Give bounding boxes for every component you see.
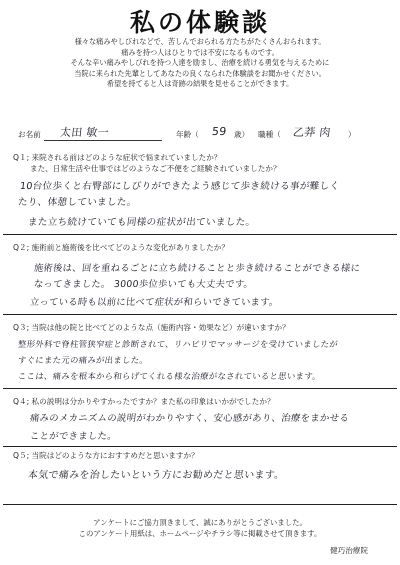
answer-3-line: すぐにまた元の痛みが出ました。 bbox=[17, 355, 149, 365]
section-divider bbox=[3, 388, 397, 389]
answer-3-line: ここは、痛みを根本から和らげてくれる様な治療がなされていると思います。 bbox=[17, 371, 322, 381]
clinic-name: 健巧治療院 bbox=[330, 546, 368, 555]
job-label: 職種（ bbox=[258, 130, 281, 139]
age-label: 年齢（ bbox=[176, 130, 199, 139]
answer-5-line: 本気で痛みを治したいという方にお勧めだと思います。 bbox=[27, 470, 286, 481]
intro-line: 様々な痛みやしびれなどで、苦しんでおられる方たちがたくさんおられます。 bbox=[74, 37, 326, 46]
question-5 bbox=[13, 450, 199, 461]
footer-line: アンケートにご協力頂きまして、誠にありがとうございました。 bbox=[93, 518, 307, 527]
answer-3-line: 整形外科で脊柱管狭窄症と診断されて、リハビリでマッサージを受けていましたが bbox=[17, 339, 339, 349]
question-line: Q３; 当院は他の院と比べてどのような点（施術内容・効果など）が違いますか？ bbox=[13, 323, 290, 332]
question-line: Q５; 当院はどのような方におすすめだと思いますか？ bbox=[13, 451, 199, 460]
intro-line: 希望を持てると人は奇跡の結果を見せることができます。 bbox=[106, 79, 294, 89]
question-line: Q２; 施術前と施術後を比べてどのような変化がありましたか？ bbox=[13, 243, 229, 252]
section-divider bbox=[3, 446, 397, 447]
respondent-info bbox=[8, 118, 392, 144]
name-value: 太田 敏一 bbox=[59, 126, 110, 139]
answer-1-line: また立ち続けていても同様の症状が出ていました。 bbox=[27, 217, 256, 228]
answer-4-line: ことができました。 bbox=[29, 431, 118, 442]
job-value: 乙莽 肉 bbox=[292, 126, 332, 139]
section-divider bbox=[3, 314, 397, 315]
answer-2-line: なってきました。 3000歩位歩いても大丈夫です。 bbox=[33, 279, 254, 290]
page-title: 私の体験談 bbox=[129, 8, 270, 37]
question-line: Q１; 来院される前はどのような症状で悩まれていましたか？ bbox=[13, 153, 222, 162]
intro-line: そんな辛い痛みやしびれを持つ人達を励まし、治療を続ける勇気を与えるために bbox=[70, 58, 330, 68]
intro-text bbox=[0, 37, 400, 90]
age-unit: 歳） bbox=[234, 130, 250, 139]
footer-note bbox=[0, 518, 400, 539]
question-1 bbox=[13, 152, 281, 174]
question-line: また、日常生活や仕事ではどのようなご不便をご経験されていましたか？ bbox=[30, 164, 281, 173]
age-value: 59 bbox=[211, 125, 228, 138]
intro-line: 痛みを持つ人はひとりでは不安になるものです。 bbox=[121, 47, 279, 57]
name-underline bbox=[44, 140, 162, 141]
answer-2-line: 立っている時も以前に比べて症状が和らいできています。 bbox=[29, 297, 280, 308]
intro-line: 当院に来られた先輩としてあなたの良くなられた体験談をお聞かせください。 bbox=[74, 68, 326, 78]
question-line: Q４; 私の説明は分かりやすかったですか？また私の印象はいかがでしたか？ bbox=[13, 397, 275, 406]
answer-1-line: たり、体憩していました。 bbox=[17, 197, 138, 208]
question-3 bbox=[13, 322, 290, 333]
answer-2-line: 施術後は、回を重ねるごとに立ち続けることと歩き続けることができる様に bbox=[33, 263, 361, 274]
footer-line: このアンケート用紙は、ホームページやチラシ等に掲載させて頂きます。 bbox=[78, 528, 322, 538]
answer-1-line: 10台位歩くと右臀部にしびりができたよう感じて歩き続ける事が難しく bbox=[19, 181, 340, 192]
section-divider bbox=[3, 504, 397, 505]
question-4 bbox=[13, 396, 275, 407]
section-divider bbox=[3, 234, 397, 235]
name-label: お名前 bbox=[18, 130, 41, 139]
question-2 bbox=[13, 242, 229, 253]
job-close: ） bbox=[348, 130, 356, 139]
answer-4-line: 痛みのメカニズムの説明がわかりやすく、安心感があり、治療をまかせる bbox=[29, 413, 350, 424]
